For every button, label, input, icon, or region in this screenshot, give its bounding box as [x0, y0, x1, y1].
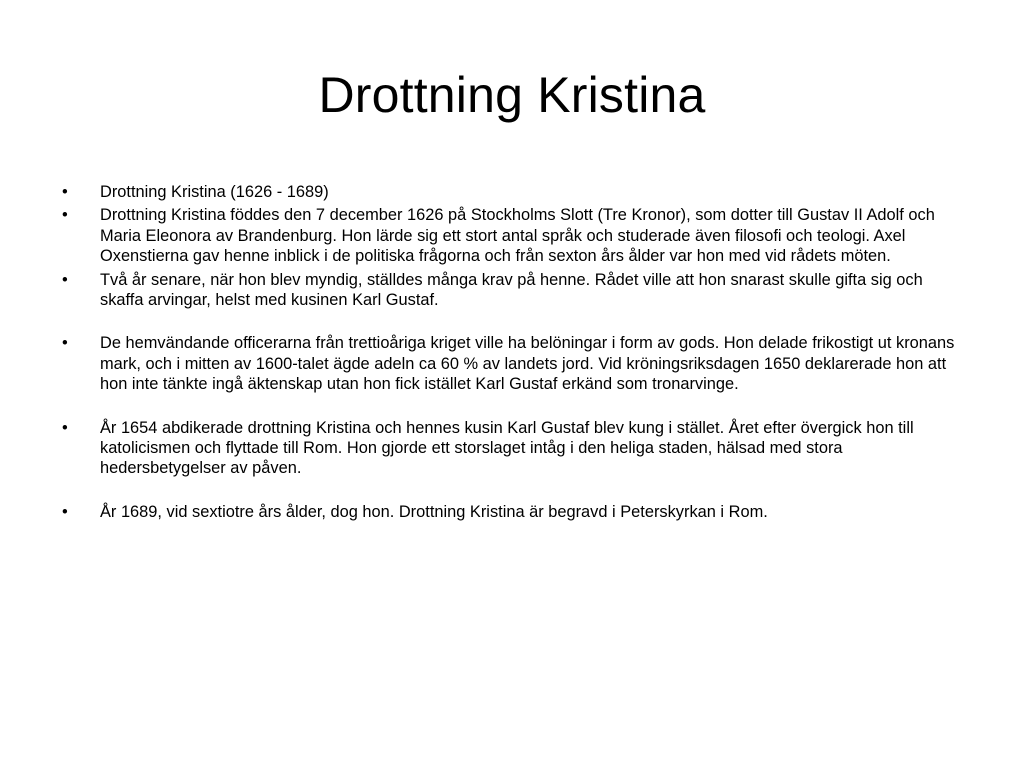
bullet-text: Drottning Kristina föddes den 7 december 1626 på Stockholms Slott (Tre Kronor), som dotter till Gustav II Adolf och Maria Eleonora av Brandenburg. Hon lärde sig ett stort antal språk och studerade även filosofi och teologi. Axel Oxenstierna gav henne inblick i de politiska frågorna och från sexton års ålder var hon med vid rådets möten.: [100, 206, 935, 266]
bullet-item: [62, 333, 962, 394]
bullet-text: Drottning Kristina (1626 - 1689): [100, 183, 329, 201]
bullet-icon: •: [62, 502, 68, 521]
bullet-text: Två år senare, när hon blev myndig, ställdes många krav på henne. Rådet ville att hon snarast skulle gifta sig och skaffa arvingar, helst med kusinen Karl Gustaf.: [100, 270, 923, 310]
bullet-icon: •: [62, 183, 68, 201]
bullet-text: År 1654 abdikerade drottning Kristina och hennes kusin Karl Gustaf blev kung i stället. Året efter övergick hon till katolicismen och flyttade till Rom. Hon gjorde ett storslaget intåg i den heliga staden, hälsad med stora hedersbetygelser av påven.: [100, 418, 914, 478]
bullet-icon: •: [62, 270, 68, 289]
bullet-item: [62, 418, 962, 479]
bullet-icon: •: [62, 334, 68, 353]
bullet-item: [62, 502, 962, 522]
slide-title: Drottning Kristina: [318, 67, 706, 123]
bullet-text: De hemvändande officerarna från trettioåriga kriget ville ha belöningar i form av gods. Hon delade frikostigt ut kronans mark, och i mitten av 1600-talet ägde adeln ca 60 % av landets jord. Vid kröningsriksdagen 1650 deklarerade hon att hon inte tänkte ingå äktenskap utan hon fick istället Karl Gustaf erkänd som tronarvinge.: [100, 334, 955, 394]
bullet-item: [62, 205, 962, 266]
bullet-item: [62, 182, 962, 202]
bullet-list: [62, 182, 962, 525]
bullet-icon: •: [62, 418, 68, 437]
bullet-text: År 1689, vid sextiotre års ålder, dog hon. Drottning Kristina är begravd i Peterskyrkan i Rom.: [100, 502, 768, 521]
bullet-icon: •: [62, 206, 68, 225]
bullet-item: [62, 270, 962, 311]
